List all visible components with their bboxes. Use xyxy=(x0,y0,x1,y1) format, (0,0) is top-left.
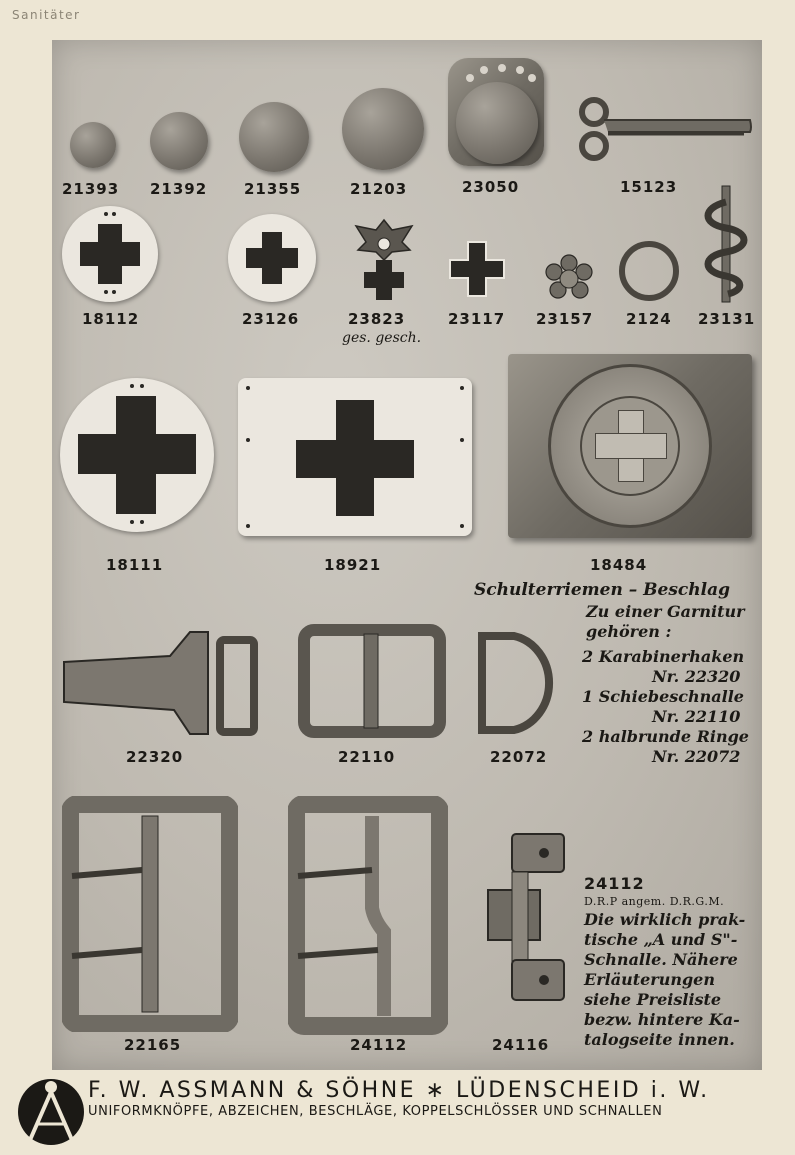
item-code-23131: 23131 xyxy=(698,310,756,328)
page-category-label: Sanitäter xyxy=(12,8,81,22)
item-code-18921: 18921 xyxy=(324,556,382,574)
item-code-22320: 22320 xyxy=(126,748,184,766)
item-code-21393: 21393 xyxy=(62,180,120,198)
item-code-23050: 23050 xyxy=(462,178,520,196)
item-code-21203: 21203 xyxy=(350,180,408,198)
shoulder-note-line: Zu einer Garnitur xyxy=(586,602,745,621)
item-code-22110: 22110 xyxy=(338,748,396,766)
buckle-24112-image xyxy=(288,796,448,1036)
slide-buckle-22110-image xyxy=(298,624,446,738)
aesculapian-staff-23131-image xyxy=(698,184,754,304)
d-ring-22072-image xyxy=(474,628,564,738)
item-code-18111: 18111 xyxy=(106,556,164,574)
shoulder-note-line: 1 Schiebeschnalle xyxy=(582,687,744,706)
item-code-2124: 2124 xyxy=(626,310,672,328)
plate-hole-icon xyxy=(528,74,536,82)
shoulder-note-line: Nr. 22110 xyxy=(652,707,741,726)
ring-2124-image xyxy=(616,238,682,304)
enamel-badge-18112-image xyxy=(62,206,158,302)
plate-hole-icon xyxy=(466,74,474,82)
company-products: UNIFORMKNÖPFE, ABZEICHEN, BESCHLÄGE, KOPPELSCHLÖSSER UND SCHNALLEN xyxy=(88,1104,663,1119)
company-name: F. W. ASSMANN & SÖHNE ∗ LÜDENSCHEID i. W. xyxy=(88,1078,710,1103)
item-code-15123: 15123 xyxy=(620,178,678,196)
buckle-note-line: Die wirklich prak- xyxy=(584,910,746,929)
company-footer xyxy=(0,1070,795,1155)
rosette-23157-image xyxy=(544,254,594,304)
shoulder-note-line: gehören : xyxy=(586,622,672,641)
cross-pin-23117-image xyxy=(448,240,506,298)
item-code-23157: 23157 xyxy=(536,310,594,328)
buckle-note-line: bezw. hintere Ka- xyxy=(584,1010,740,1029)
shoulder-note-line: 2 Karabinerhaken xyxy=(582,647,745,666)
shoulder-note-line: Nr. 22320 xyxy=(652,667,741,686)
enamel-badge-23126-image xyxy=(228,214,316,302)
item-code-21392: 21392 xyxy=(150,180,208,198)
buckle-22165-image xyxy=(62,796,238,1032)
catalog-plate xyxy=(52,40,762,1070)
button-21392-image xyxy=(150,112,208,170)
plate-hole-icon xyxy=(498,64,506,72)
shoulder-note-line: 2 halbrunde Ringe xyxy=(582,727,749,746)
shoulder-strap-note-title: Schulterriemen – Beschlag xyxy=(474,580,730,600)
buckle-note-line: talogseite innen. xyxy=(584,1030,735,1049)
item-code-22072: 22072 xyxy=(490,748,548,766)
buckle-note-line: tische „A und S"- xyxy=(584,930,738,949)
button-21393-image xyxy=(70,122,116,168)
buckle-note-line: Schnalle. Nähere xyxy=(584,950,738,969)
enamel-plate-18921-image xyxy=(238,378,472,536)
item-code-18112: 18112 xyxy=(82,310,140,328)
shoulder-note-line: Nr. 22072 xyxy=(652,747,741,766)
plate-hole-icon xyxy=(516,66,524,74)
buckle-note-patent: D.R.P angem. D.R.G.M. xyxy=(584,895,725,908)
item-note-23823: ges. gesch. xyxy=(342,330,422,346)
buckle-note-number: 24112 xyxy=(584,874,645,893)
button-21355-image xyxy=(239,102,309,172)
item-code-23117: 23117 xyxy=(448,310,506,328)
item-code-23126: 23126 xyxy=(242,310,300,328)
item-code-22165: 22165 xyxy=(124,1036,182,1054)
compass-logo-icon xyxy=(16,1074,86,1150)
buckle-note-line: Erläuterungen xyxy=(584,970,715,989)
item-code-24112: 24112 xyxy=(350,1036,408,1054)
item-code-21355: 21355 xyxy=(244,180,302,198)
item-code-24116: 24116 xyxy=(492,1036,550,1054)
belt-buckle-18484-image xyxy=(508,354,752,538)
snap-hook-22320-image xyxy=(60,628,260,740)
enamel-badge-18111-image xyxy=(60,378,214,532)
button-23050-dome xyxy=(456,82,538,164)
button-21203-image xyxy=(342,88,424,170)
hook-15123-image xyxy=(574,90,754,170)
plate-hole-icon xyxy=(480,66,488,74)
item-code-18484: 18484 xyxy=(590,556,648,574)
buckle-note-line: siehe Preisliste xyxy=(584,990,722,1009)
item-code-23823: 23823 xyxy=(348,310,406,328)
eagle-cross-badge-23823-image xyxy=(352,216,416,302)
clip-24116-image xyxy=(484,830,568,1010)
